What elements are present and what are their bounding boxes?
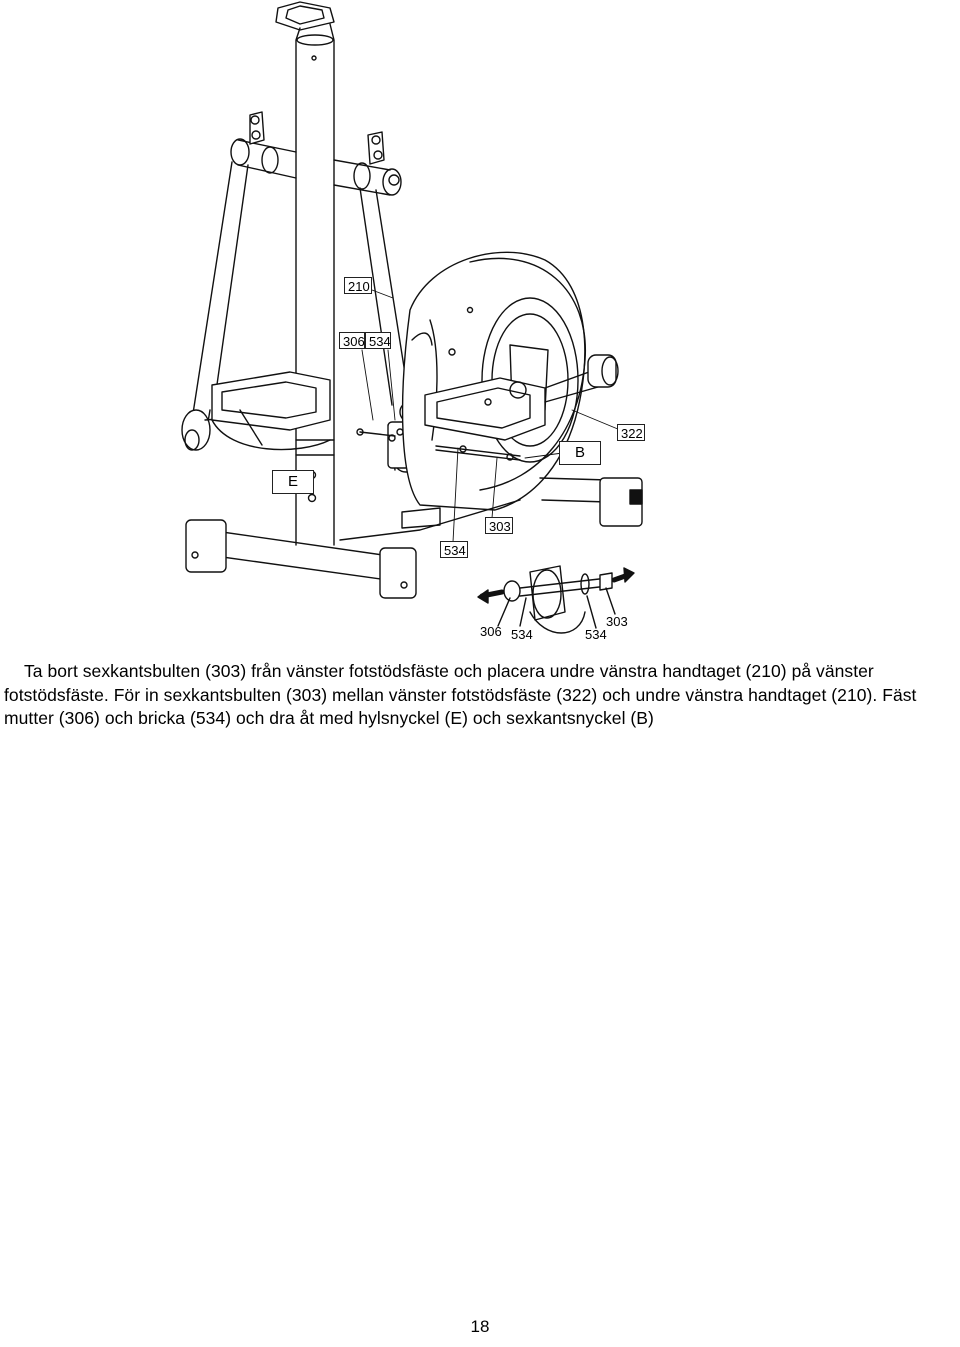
callout-322: 322	[617, 424, 645, 441]
callout-210: 210	[344, 277, 372, 294]
upright-mast	[296, 24, 334, 545]
page-number: 18	[470, 1317, 490, 1336]
callout-534: 534	[365, 332, 391, 349]
assembly-diagram	[0, 0, 960, 650]
console-mount	[276, 2, 334, 30]
tool-callout-e: E	[272, 470, 314, 494]
detail-label-306: 306	[480, 624, 502, 639]
callout-306: 306	[339, 332, 365, 349]
callout-534-lower: 534	[440, 541, 468, 558]
detail-label-534-right: 534	[585, 627, 607, 642]
detail-label-303: 303	[606, 614, 628, 629]
elliptical-trainer-drawing	[0, 0, 960, 650]
upper-handlebar	[231, 112, 401, 195]
left-pedal	[212, 372, 330, 450]
detail-label-534-left: 534	[511, 627, 533, 642]
tool-callout-b: B	[559, 441, 601, 465]
instruction-paragraph: Ta bort sexkantsbulten (303) från vänster fotstödsfäste och placera undre vänstra handtaget (210) på vänster fotstödsfäste. För in sexkantsbulten (303) mellan vänster fotstödsfäste (322) och undre vänstra handtaget (210). Fäst mutter (306) och bricka (534) och dra åt med hylsnyckel (E) och sexkantsnyckel (B)	[4, 661, 917, 728]
callout-303: 303	[485, 517, 513, 534]
